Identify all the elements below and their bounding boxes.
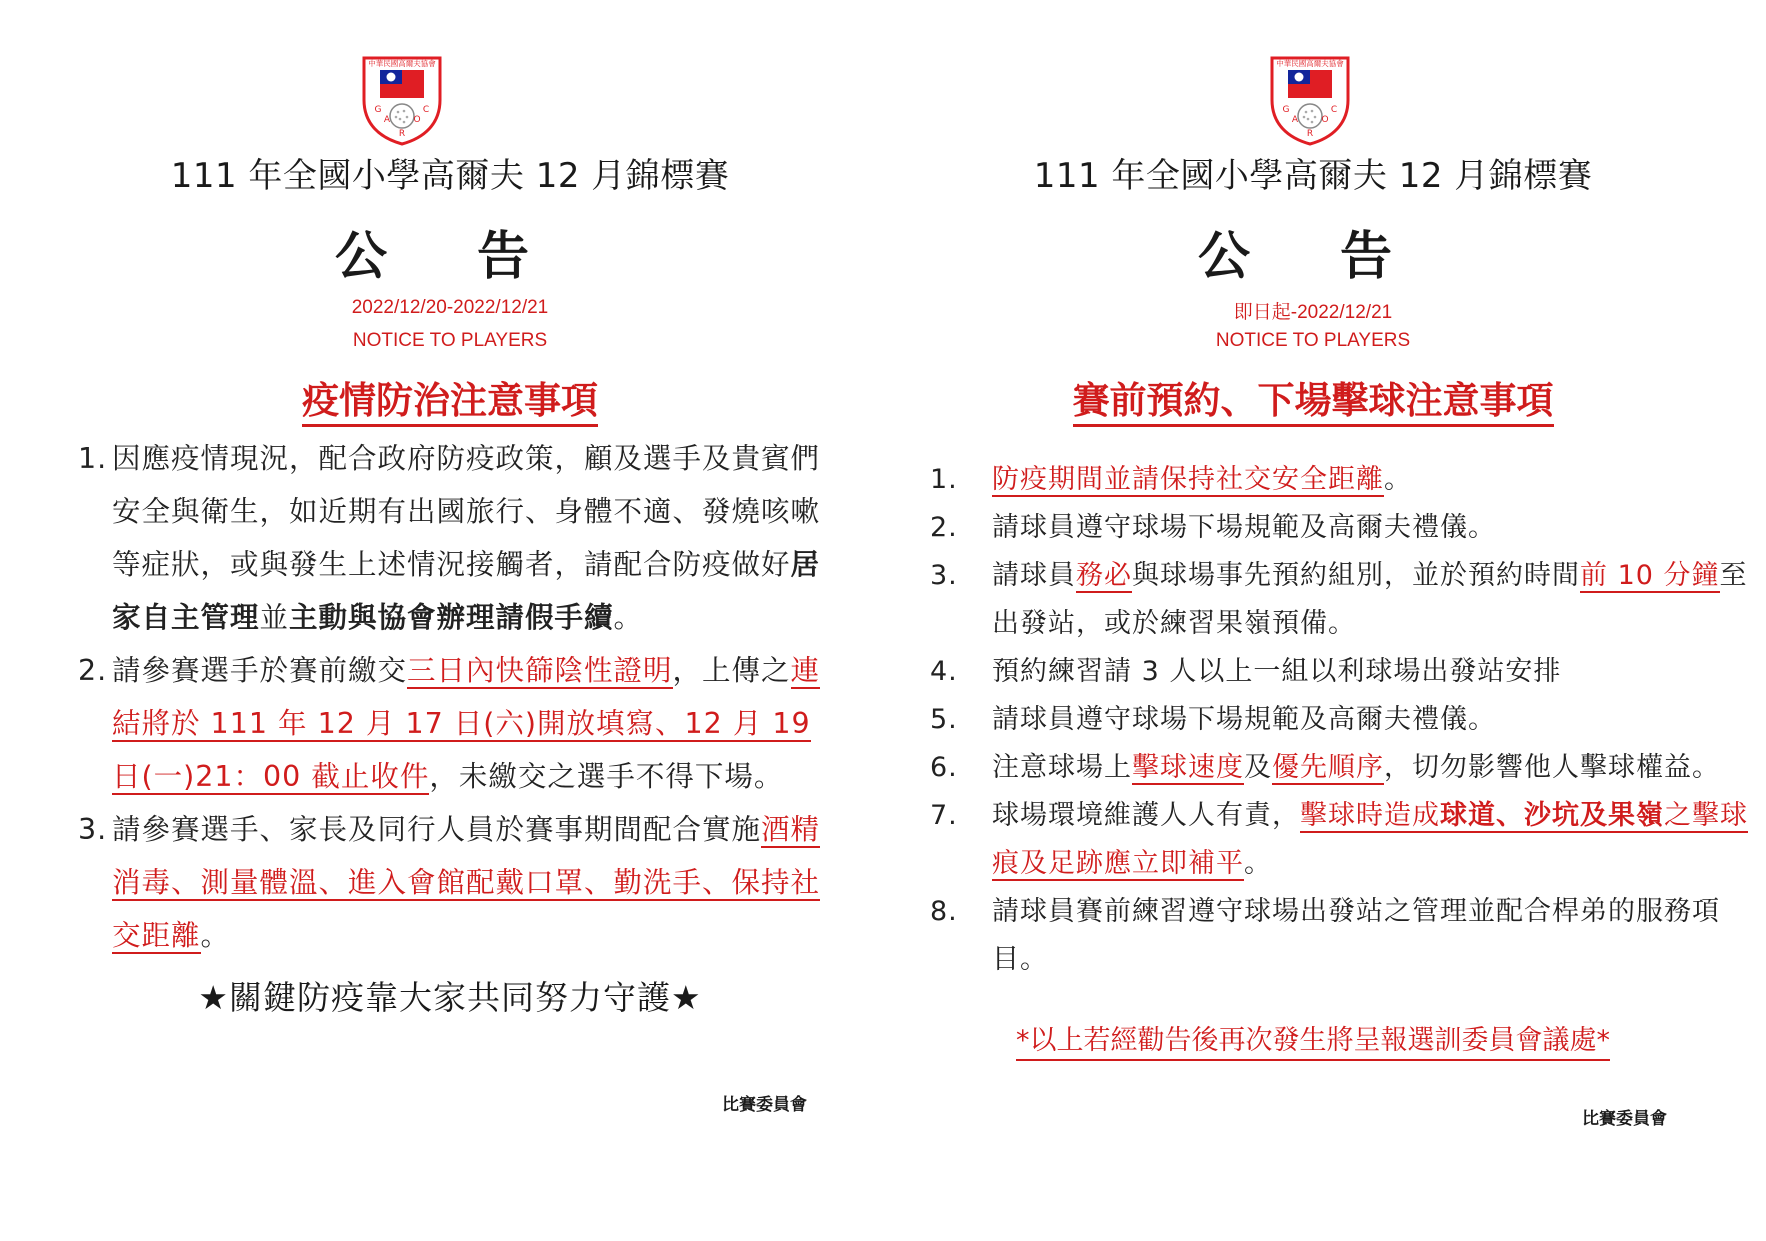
closing-slogan: ★關鍵防疫靠大家共同努力守護★ — [198, 978, 702, 1017]
item-number: 3. — [930, 560, 958, 591]
item-highlight: 酒精消毒、測量體溫、進入會館配戴口罩、勤洗手、保持社交距離 — [112, 813, 821, 952]
logo-caption: 中華民國高爾夫協會 — [1276, 59, 1344, 68]
section-title-text: 疫情防治注意事項 — [302, 379, 598, 427]
logo-letter: G — [1282, 105, 1290, 115]
list-item — [78, 644, 838, 803]
item-text-part: 及 — [1244, 752, 1272, 783]
item-number: 8. — [930, 896, 958, 927]
item-highlight: 優先順序 — [1272, 752, 1384, 783]
item-number: 2. — [930, 512, 958, 543]
item-text: 請球員賽前練習遵守球場出發站之管理並配合桿弟的服務項目。 — [992, 896, 1720, 975]
item-text-part: ，切勿影響他人擊球權益。 — [1384, 752, 1720, 783]
item-highlight: 連結將於 111 年 12 月 17 日(六)開放填寫、12 月 19 日(一)21：00 截止收件 — [112, 654, 821, 793]
item-highlight: 防疫期間並請保持社交安全距離 — [992, 464, 1384, 495]
logo-letter: R — [1306, 129, 1314, 139]
taiwan-flag-icon — [1288, 70, 1332, 98]
golf-ball-icon — [1298, 104, 1322, 128]
item-text-part: 請球員 — [992, 560, 1076, 591]
item-number: 1. — [78, 442, 108, 475]
item-text-part: 。 — [200, 919, 231, 952]
item-text-part: 注意球場上 — [992, 752, 1132, 783]
item-emphasis: 主動與協會辦理請假手續 — [289, 601, 614, 634]
item-number: 7. — [930, 800, 958, 831]
logo-letter: O — [413, 115, 421, 125]
item-number: 6. — [930, 752, 958, 783]
list-item — [930, 456, 1750, 504]
date-range: 即日起-2022/12/21 — [1233, 302, 1393, 323]
logo-letter: A — [383, 115, 391, 125]
item-text — [992, 552, 1750, 648]
list-item — [78, 432, 838, 644]
event-title: 111 年全國小學高爾夫 12 月錦標賽 — [170, 156, 730, 196]
item-text-part: 球場環境維護人人有責， — [992, 800, 1300, 831]
item-text-part: 並 — [259, 601, 290, 634]
logo-caption: 中華民國高爾夫協會 — [368, 59, 436, 68]
item-highlight: 擊球速度 — [1132, 752, 1244, 783]
item-text-part: 請參賽選手於賽前繳交 — [112, 654, 408, 687]
item-text: 請球員遵守球場下場規範及高爾夫禮儀。 — [992, 704, 1496, 735]
list-item — [930, 888, 1750, 984]
list-item — [930, 792, 1750, 888]
garoc-emblem-logo — [1268, 52, 1352, 146]
item-number: 1. — [930, 464, 958, 495]
list-item — [930, 552, 1750, 648]
item-number: 3. — [78, 813, 108, 846]
item-highlight: 之擊球痕及足跡應立即補平 — [992, 800, 1748, 879]
garoc-emblem-logo — [360, 52, 444, 146]
logo-letter: C — [422, 105, 430, 115]
item-number: 5. — [930, 704, 958, 735]
signature: 比賽委員會 — [722, 1095, 807, 1115]
logo-letter: O — [1321, 115, 1329, 125]
item-text-part: 請參賽選手、家長及同行人員於賽事期間配合實施 — [112, 813, 762, 846]
item-highlight: 務必 — [1076, 560, 1132, 591]
item-text — [112, 803, 838, 962]
warning-note — [860, 1018, 1766, 1057]
item-emphasis: 球道、沙坑及果嶺 — [1440, 800, 1664, 831]
item-text — [992, 744, 1750, 792]
item-emphasis: 居家自主管理 — [112, 548, 821, 634]
notice-item-list — [78, 432, 838, 962]
list-item — [930, 648, 1750, 696]
notice-item-list — [930, 456, 1750, 984]
item-highlight: 前 10 分鐘 — [1580, 560, 1720, 591]
signature: 比賽委員會 — [1582, 1109, 1667, 1129]
warning-text: *以上若經勸告後再次發生將呈報選訓委員會議處* — [1016, 1025, 1610, 1061]
item-text-part: 。 — [1384, 464, 1412, 495]
logo-letter: R — [398, 129, 406, 139]
item-text-part: 至出發站，或於練習果嶺預備。 — [992, 560, 1748, 639]
item-highlight: 三日內快篩陰性證明 — [407, 654, 673, 687]
item-highlight: 擊球時造成 — [1300, 800, 1440, 831]
logo-letter: G — [374, 105, 382, 115]
logo-letter: A — [1291, 115, 1299, 125]
notice-heading: 公 告 — [1197, 227, 1429, 287]
section-title-text: 賽前預約、下場擊球注意事項 — [1073, 379, 1554, 427]
section-title — [860, 370, 1766, 424]
logo-letter: C — [1330, 105, 1338, 115]
section-title — [0, 370, 900, 424]
list-item — [930, 504, 1750, 552]
list-item — [930, 696, 1750, 744]
item-text-part: 。 — [1244, 848, 1272, 879]
item-text-part: ，未繳交之選手不得下場。 — [429, 760, 784, 793]
item-number: 4. — [930, 656, 958, 687]
notice-heading: 公 告 — [334, 227, 566, 287]
item-number: 2. — [78, 654, 108, 687]
notice-to-players: NOTICE TO PLAYERS — [352, 330, 548, 351]
item-text — [992, 792, 1750, 888]
notice-to-players: NOTICE TO PLAYERS — [1215, 330, 1411, 351]
item-text-part: ，上傳之 — [672, 654, 791, 687]
list-item — [78, 803, 838, 962]
list-item — [930, 744, 1750, 792]
item-text-part: 。 — [613, 601, 644, 634]
golf-ball-icon — [390, 104, 414, 128]
item-text-part: 因應疫情現況，配合政府防疫政策，顧及選手及貴賓們安全與衛生，如近期有出國旅行、身體不適、發燒咳嗽等症狀，或與發生上述情況接觸者，請配合防疫做好 — [112, 442, 821, 581]
taiwan-flag-icon — [380, 70, 424, 98]
item-text — [992, 456, 1750, 504]
item-text — [112, 644, 838, 803]
item-text-part: 與球場事先預約組別，並於預約時間 — [1132, 560, 1580, 591]
date-range: 2022/12/20-2022/12/21 — [351, 297, 549, 318]
item-text: 預約練習請 3 人以上一組以利球場出發站安排 — [992, 656, 1562, 687]
item-text — [112, 432, 838, 644]
event-title: 111 年全國小學高爾夫 12 月錦標賽 — [1033, 156, 1593, 196]
item-text: 請球員遵守球場下場規範及高爾夫禮儀。 — [992, 512, 1496, 543]
